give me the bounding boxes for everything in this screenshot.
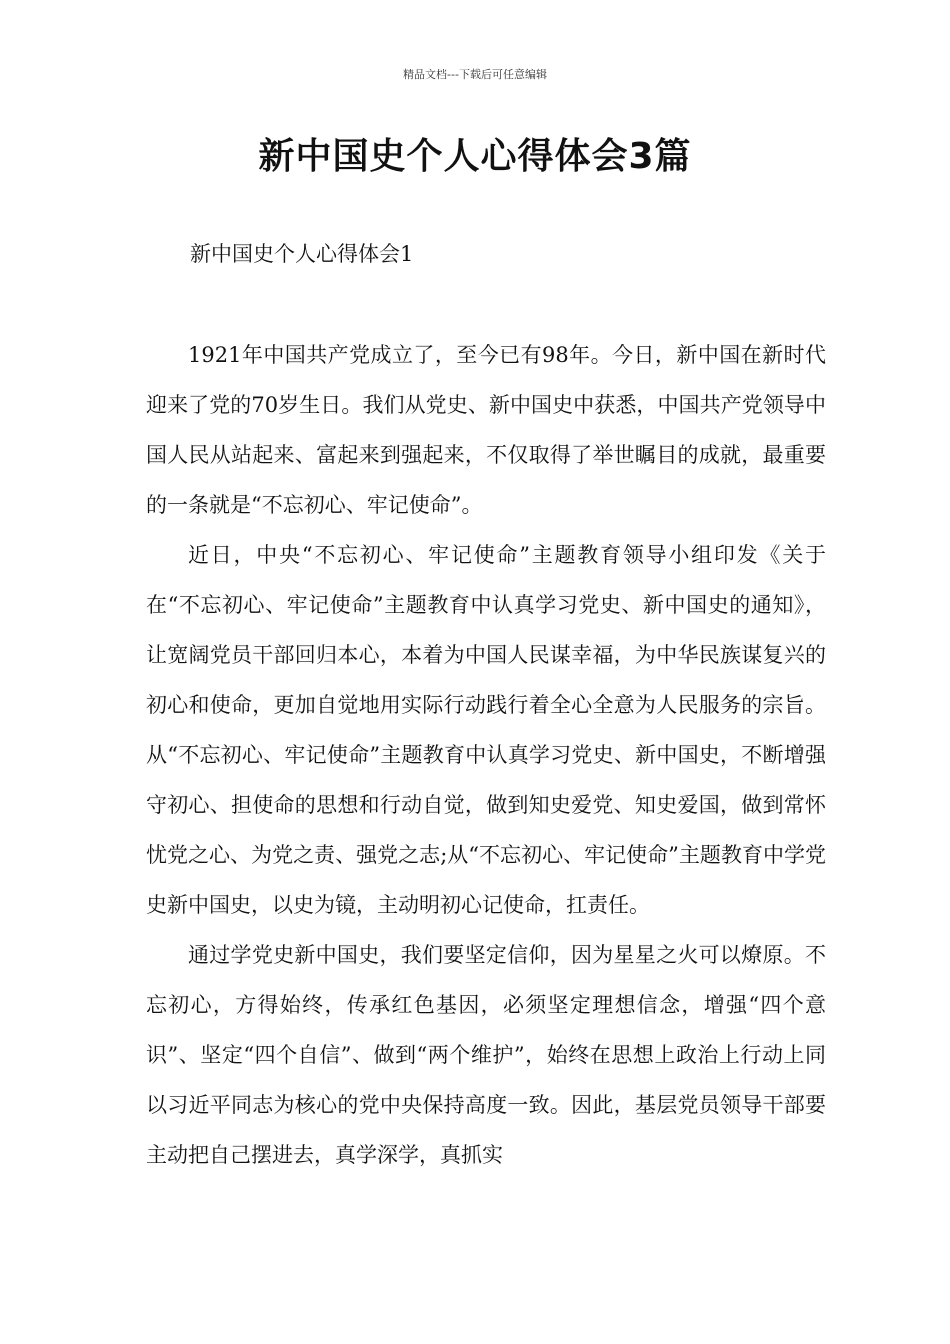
paragraph: 近日，中央“不忘初心、牢记使命”主题教育领导小组印发《关于在“不忘初心、牢记使命”主题教育中认真学习党史、新中国史的通知》，让宽阔党员干部回归本心，本着为中国人民谋幸福，为中华民族谋复兴的初心和使命，更加自觉地用实际行动践行着全心全意为人民服务的宗旨。从“不忘初心、牢记使命”主题教育中认真学习党史、新中国史，不断增强守初心、担使命的思想和行动自觉，做到知史爱党、知史爱国，做到常怀忧党之心、为党之责、强党之志;从“不忘初心、牢记使命”主题教育中学党史新中国史，以史为镜，主动明初心记使命，扛责任。: [146, 543, 826, 917]
paragraph: 通过学党史新中国史，我们要坚定信仰，因为星星之火可以燎原。不忘初心，方得始终，传承红色基因，必须坚定理想信念，增强“四个意识”、坚定“四个自信”、做到“两个维护”，始终在思想上政治上行动上同以习近平同志为核心的党中央保持高度一致。因此，基层党员领导干部要主动把自己摆进去，真学深学，真抓实: [146, 943, 826, 1167]
section-heading: 新中国史个人心得体会1: [190, 242, 414, 266]
header-note: 精品文档---下载后可任意编辑: [403, 68, 547, 81]
paragraph: 1921年中国共产党成立了，至今已有98年。今日，新中国在新时代迎来了党的70岁生日。我们从党史、新中国史中获悉，中国共产党领导中国人民从站起来、富起来到强起来，不仅取得了举世瞩目的成就，最重要的一条就是“不忘初心、牢记使命”。: [146, 343, 826, 517]
document-title: 新中国史个人心得体会3篇: [258, 136, 692, 177]
body-text: [146, 330, 826, 1180]
